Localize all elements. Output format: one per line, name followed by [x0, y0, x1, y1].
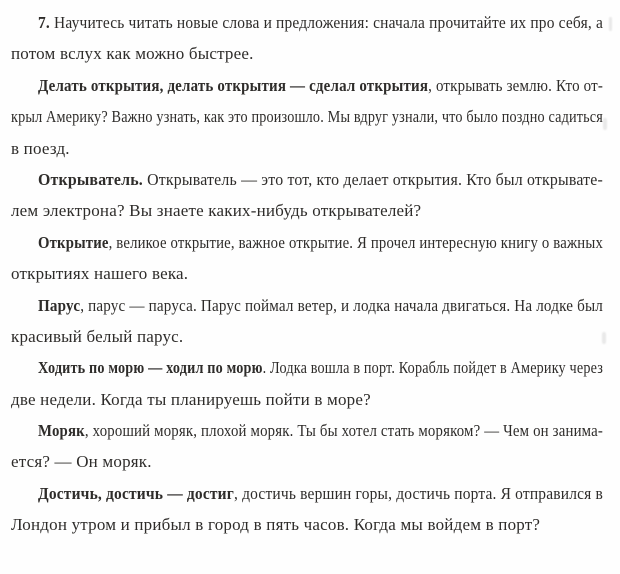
paragraph [11, 290, 603, 353]
text-line-content [11, 38, 254, 69]
text-line-content [38, 7, 603, 38]
text-line-content [11, 101, 603, 132]
text-line [11, 38, 603, 69]
text-line [11, 446, 603, 477]
text-segment: , парус — паруса. Парус поймал ветер, и лодка начала двигаться. На лодке был [80, 295, 604, 315]
text-line-content [38, 352, 603, 383]
text-line [11, 101, 603, 132]
paragraph [11, 7, 603, 70]
text-segment: красивый белый парус. [11, 326, 184, 346]
text-line-content [11, 384, 371, 415]
text-segment: открытиях нашего века. [11, 264, 189, 284]
bold-text-segment: Моряк [38, 421, 85, 441]
text-segment: , открывать землю. Кто от- [428, 75, 603, 95]
text-segment: . Лодка вошла в порт. Корабль пойдет в Америку через [262, 358, 603, 378]
bold-text-segment: Парус [38, 295, 81, 315]
text-line-content [11, 446, 152, 477]
text-line [11, 352, 603, 383]
text-line-content [38, 70, 603, 101]
text-line [11, 290, 603, 321]
text-segment: две недели. Когда ты планируешь пойти в море? [11, 389, 371, 409]
bold-text-segment: Ходить по морю — ходил по морю [38, 358, 263, 378]
text-line-content [38, 478, 603, 509]
text-line [11, 133, 603, 164]
text-line [11, 384, 603, 415]
bold-text-segment: Открыватель. [38, 169, 143, 189]
text-segment: в поезд. [11, 138, 70, 158]
text-segment: Лондон утром и прибыл в город в пять часов. Когда мы войдем в порт? [11, 515, 541, 535]
text-line-content [38, 227, 603, 258]
paragraph [11, 70, 603, 164]
text-line [11, 509, 603, 540]
text-line-content [11, 195, 421, 226]
text-line-content [11, 258, 188, 289]
bold-text-segment: Достичь, достичь — достиг [38, 483, 234, 503]
text-line [11, 321, 603, 352]
text-line [11, 478, 603, 509]
text-line [11, 70, 603, 101]
text-segment: Научитесь читать новые слова и предложения: сначала прочитайте их про себя, а [49, 13, 603, 32]
text-line-content [11, 321, 183, 352]
scan-artifact [603, 118, 607, 130]
paragraph [11, 164, 603, 227]
paragraph [11, 478, 603, 541]
bold-text-segment: Открытие [38, 232, 109, 252]
text-segment: ется? — Он моряк. [11, 452, 152, 472]
scan-artifact [602, 332, 606, 344]
text-line [11, 258, 603, 289]
text-line [11, 415, 603, 446]
text-line-content [11, 133, 70, 164]
text-segment: крыл Америку? Важно узнать, как это произошло. Мы вдруг узнали, что было поздно садиться [11, 107, 603, 127]
text-line [11, 164, 603, 195]
text-line-content [11, 509, 540, 540]
text-line [11, 227, 603, 258]
text-segment: , великое открытие, важное открытие. Я прочел интересную книгу о важных [108, 232, 604, 252]
paragraph [11, 352, 603, 415]
text-segment: потом вслух как можно быстрее. [11, 44, 254, 64]
text-line-content [38, 164, 603, 195]
document-body [11, 7, 603, 541]
text-line-content [38, 290, 603, 321]
paragraph [11, 227, 603, 290]
text-line-content [38, 415, 603, 446]
text-segment: , достичь вершин горы, достичь порта. Я отправился в [233, 483, 603, 503]
bold-text-segment: 7. [38, 13, 50, 32]
scan-artifact [609, 17, 612, 31]
paragraph [11, 415, 603, 478]
text-line [11, 7, 603, 38]
text-segment: лем электрона? Вы знаете каких-нибудь открывателей? [11, 201, 422, 221]
text-line [11, 195, 603, 226]
text-segment: Открыватель — это тот, кто делает открытия. Кто был открывате- [142, 169, 603, 189]
text-segment: , хороший моряк, плохой моряк. Ты бы хотел стать моряком? — Чем он занима- [84, 421, 604, 441]
bold-text-segment: Делать открытия, делать открытия — сделал открытия [38, 75, 429, 95]
